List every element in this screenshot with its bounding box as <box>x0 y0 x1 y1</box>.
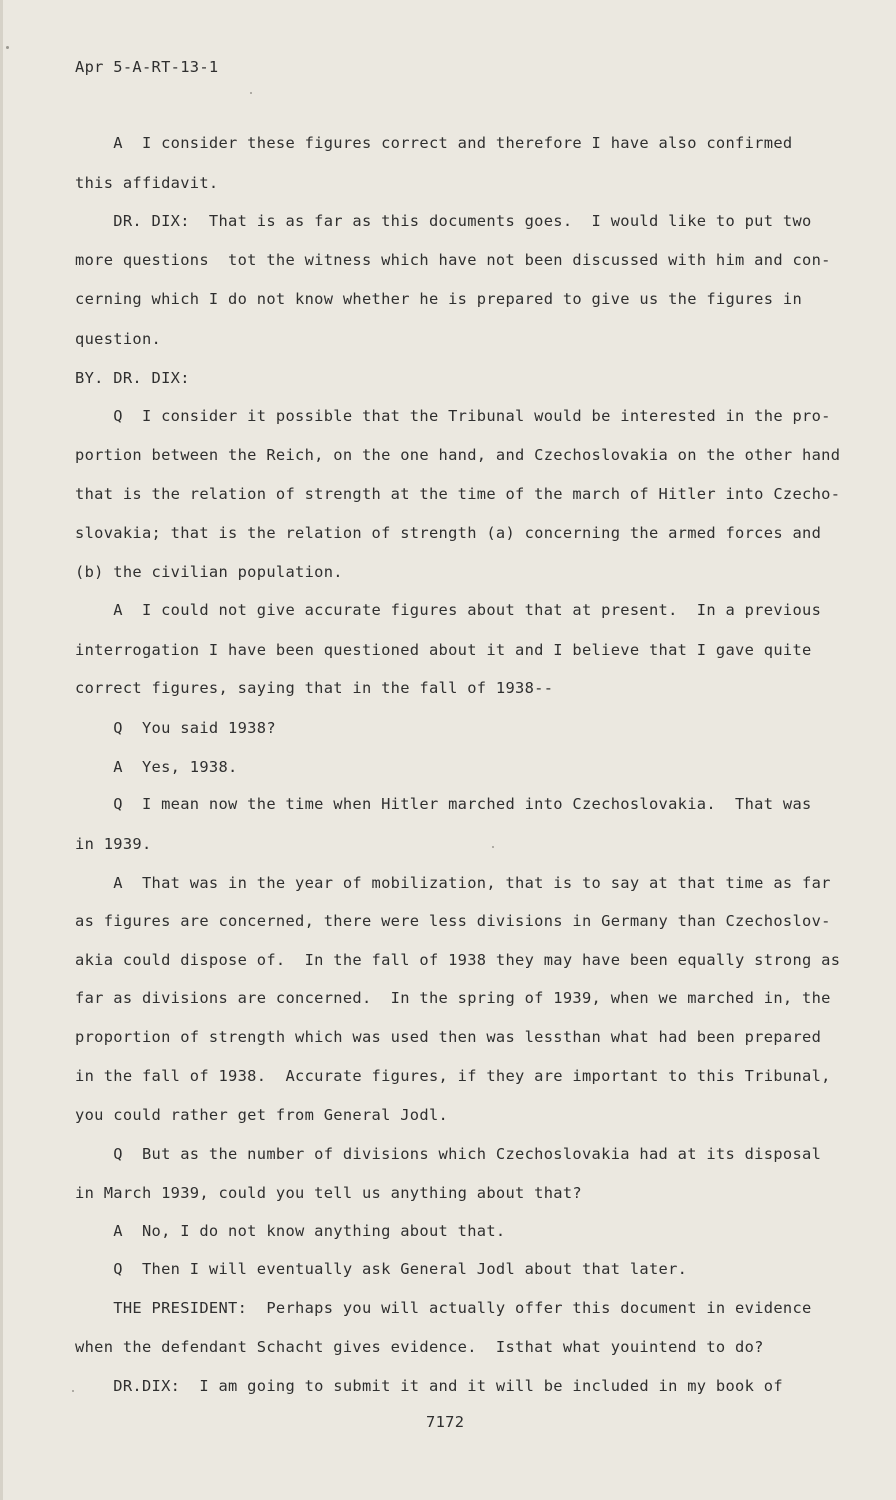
body-line-18: Q I mean now the time when Hitler marched into Czechoslovakia. That was <box>75 795 812 813</box>
body-line-24: proportion of strength which was used then was lessthan what had been prepared <box>75 1028 822 1046</box>
body-line-4: more questions tot the witness which have not been discussed with him and con- <box>75 251 831 269</box>
body-line-30: Q Then I will eventually ask General Jodl about that later. <box>75 1260 688 1278</box>
body-line-17: A Yes, 1938. <box>75 758 238 776</box>
body-line-23: far as divisions are concerned. In the spring of 1939, when we marched in, the <box>75 989 831 1007</box>
body-line-14: interrogation I have been questioned about it and I believe that I gave quite <box>75 641 812 659</box>
body-line-20: A That was in the year of mobilization, that is to say at that time as far <box>75 874 831 892</box>
page-edge <box>0 0 3 1500</box>
body-line-28: in March 1939, could you tell us anything about that? <box>75 1184 582 1202</box>
page-number: 7172 <box>426 1413 465 1431</box>
body-line-16: Q You said 1938? <box>75 719 276 737</box>
body-line-2: this affidavit. <box>75 174 219 192</box>
body-line-11: slovakia; that is the relation of strength (a) concerning the armed forces and <box>75 524 822 542</box>
body-line-33: DR.DIX: I am going to submit it and it will be included in my book of <box>75 1377 783 1395</box>
paper-speck <box>492 846 494 848</box>
body-line-31: THE PRESIDENT: Perhaps you will actually offer this document in evidence <box>75 1299 812 1317</box>
body-line-19: in 1939. <box>75 835 152 853</box>
paper-speck <box>6 46 9 49</box>
body-line-6: question. <box>75 330 162 348</box>
body-line-27: Q But as the number of divisions which Czechoslovakia had at its disposal <box>75 1145 822 1163</box>
body-line-3: DR. DIX: That is as far as this documents goes. I would like to put two <box>75 212 812 230</box>
body-line-22: akia could dispose of. In the fall of 1938 they may have been equally strong as <box>75 951 841 969</box>
body-line-21: as figures are concerned, there were less divisions in Germany than Czechoslov- <box>75 912 831 930</box>
body-line-1: A I consider these figures correct and therefore I have also confirmed <box>75 134 793 152</box>
body-line-9: portion between the Reich, on the one hand, and Czechoslovakia on the other hand <box>75 446 841 464</box>
body-line-12: (b) the civilian population. <box>75 563 343 581</box>
body-line-7: BY. DR. DIX: <box>75 369 190 387</box>
body-line-26: you could rather get from General Jodl. <box>75 1106 449 1124</box>
document-header: Apr 5-A-RT-13-1 <box>75 58 219 76</box>
body-line-5: cerning which I do not know whether he is prepared to give us the figures in <box>75 290 803 308</box>
body-line-29: A No, I do not know anything about that. <box>75 1222 506 1240</box>
body-line-15: correct figures, saying that in the fall of 1938-- <box>75 679 554 697</box>
body-line-32: when the defendant Schacht gives evidence. Isthat what youintend to do? <box>75 1338 764 1356</box>
body-line-13: A I could not give accurate figures about that at present. In a previous <box>75 601 822 619</box>
body-line-25: in the fall of 1938. Accurate figures, if they are important to this Tribunal, <box>75 1067 831 1085</box>
body-line-10: that is the relation of strength at the time of the march of Hitler into Czecho- <box>75 485 841 503</box>
paper-speck <box>72 1390 74 1392</box>
paper-speck <box>250 92 252 94</box>
body-line-8: Q I consider it possible that the Tribunal would be interested in the pro- <box>75 407 831 425</box>
